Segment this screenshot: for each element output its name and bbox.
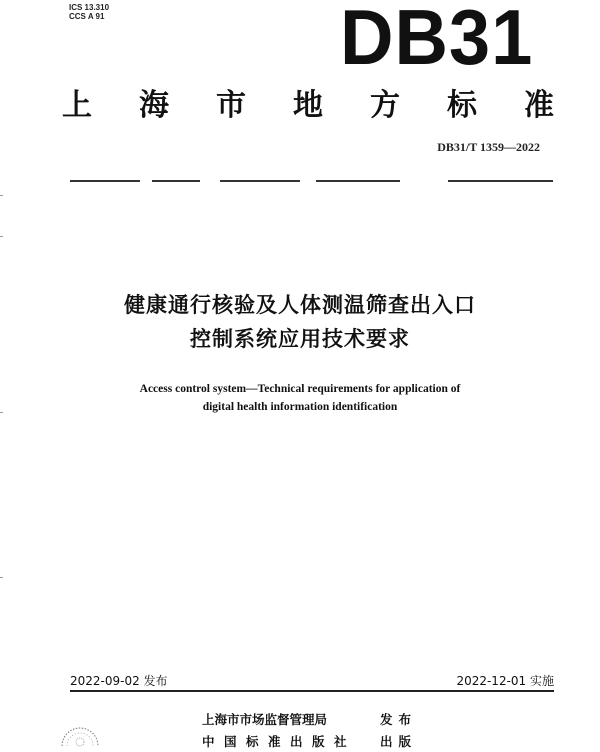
standard-number: DB31/T 1359—2022	[437, 140, 540, 154]
title-en-line: digital health information identification	[202, 401, 398, 413]
document-title-en	[0, 380, 600, 416]
publisher-seal-icon	[56, 712, 104, 752]
classification-codes	[69, 3, 109, 21]
standard-type-char: 方	[370, 88, 400, 123]
footer-divider	[70, 690, 554, 692]
publisher-row	[202, 710, 442, 728]
standard-type-heading	[62, 80, 554, 124]
standard-type-char: 标	[447, 88, 477, 123]
ccs-code: CCS A 91	[69, 12, 105, 21]
publisher-role: 发布	[380, 712, 418, 727]
standard-type-char: 准	[524, 88, 554, 123]
header-divider	[70, 180, 553, 182]
standard-type-char: 地	[293, 88, 323, 123]
publisher-row	[202, 732, 442, 750]
publisher-org: 中国标准出版社	[202, 734, 357, 749]
title-cn-line: 健康通行核验及人体测温筛查出入口	[124, 293, 476, 317]
standard-type-char: 上	[62, 88, 92, 123]
standard-type-char: 市	[216, 88, 246, 123]
ics-code: ICS 13.310	[69, 3, 110, 12]
publisher-role: 出版	[380, 734, 418, 749]
db31-logo: DB31	[340, 0, 534, 81]
implementation-date: 2022-12-01 实施	[456, 674, 554, 688]
margin-mark	[0, 236, 3, 237]
title-en-line: Access control system—Technical requirements for application of	[139, 383, 461, 395]
standard-type-char: 海	[139, 88, 169, 123]
margin-mark	[0, 577, 3, 578]
document-title-cn	[0, 288, 600, 356]
title-cn-line: 控制系统应用技术要求	[190, 327, 410, 351]
date-row	[70, 672, 554, 689]
issue-date: 2022-09-02 发布	[70, 674, 168, 688]
publisher-org: 上海市市场监督管理局	[202, 712, 328, 727]
margin-mark	[0, 195, 3, 196]
